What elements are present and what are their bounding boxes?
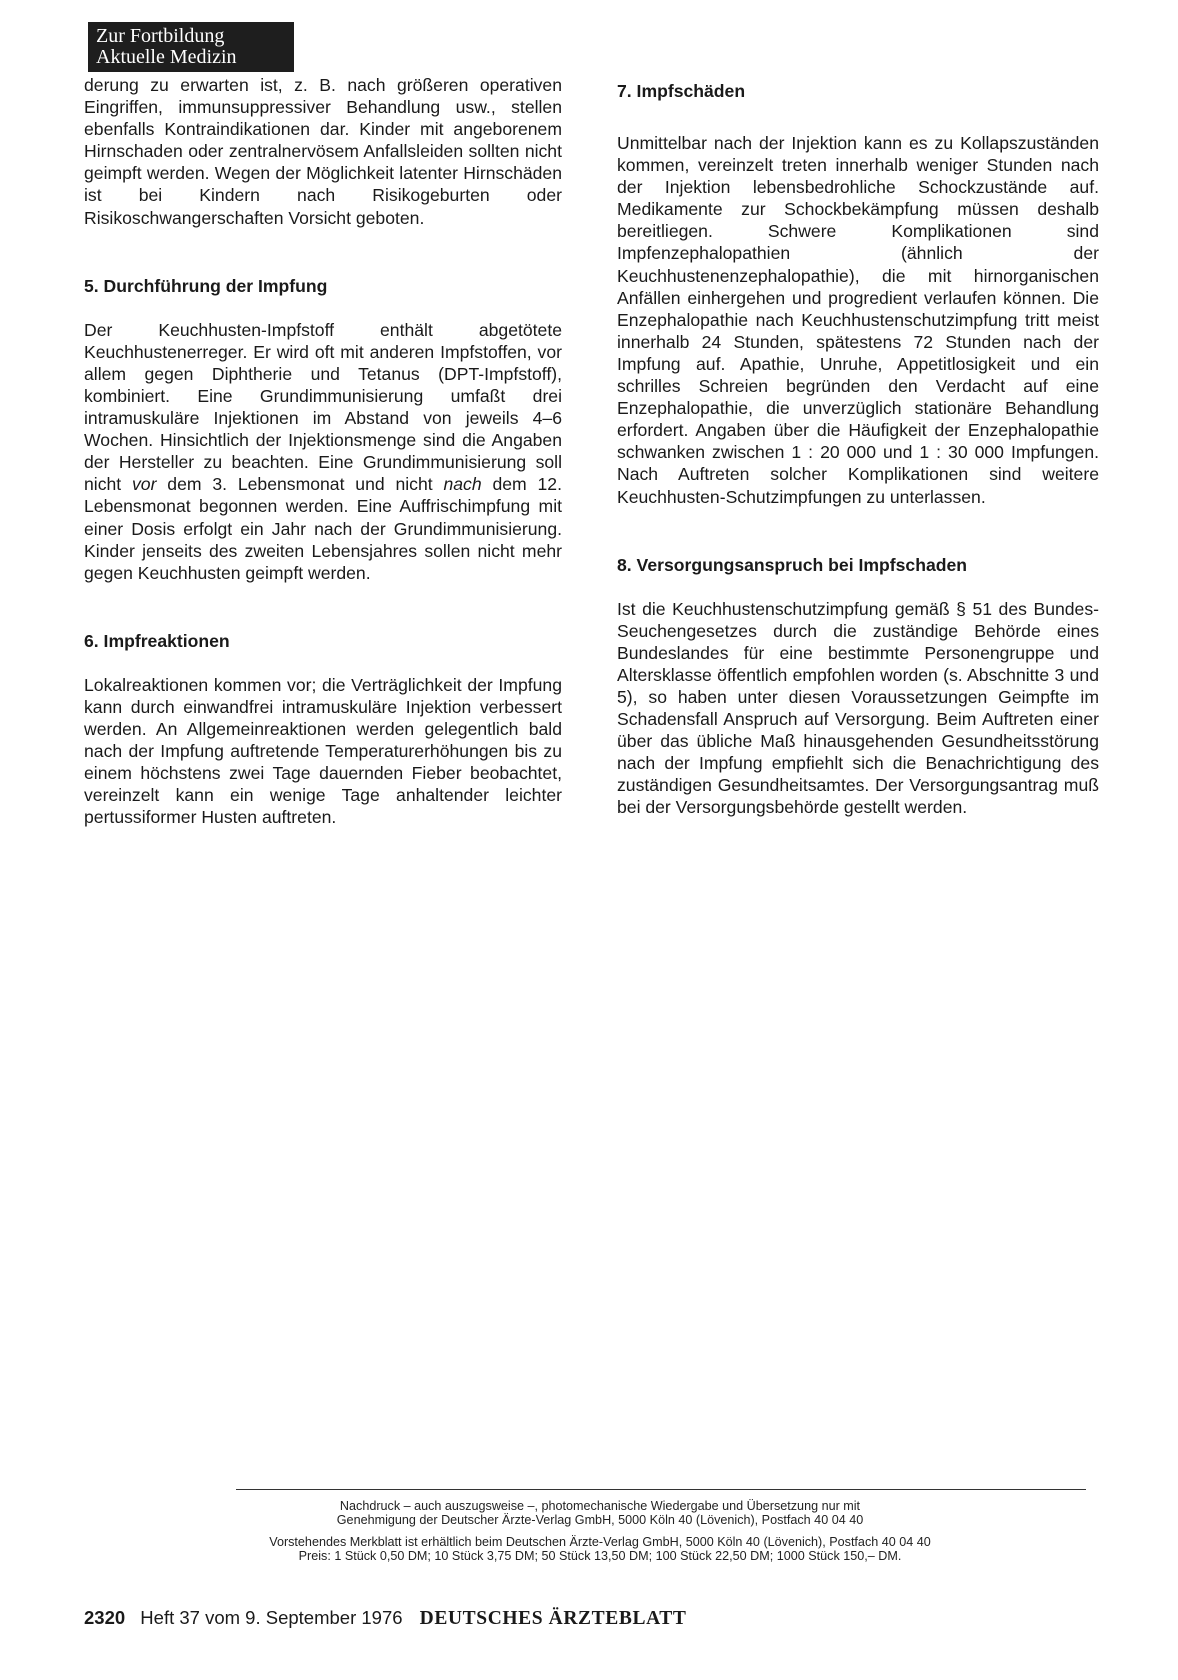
section-5-text-a: Der Keuchhusten-Impfstoff enthält abgetötete Keuchhustenerreger. Er wird oft mit anderen Impfstoffen, vor allem gegen Diphtherie und Tetanus (DPT-Impfstoff), kombiniert. Eine Grundimmunisierung umfaßt drei intramuskuläre Injektionen im Abstand von jeweils 4–6 Wochen. Hinsichtlich der Injektionsmenge sind die Angaben der Hersteller zu beachten. Eine Grundimmunisierung soll nicht — [84, 319, 562, 495]
issue-info: Heft 37 vom 9. September 1976 — [140, 1607, 403, 1628]
left-column — [84, 74, 562, 828]
section-8-heading: 8. Versorgungsanspruch bei Impfschaden — [617, 554, 968, 575]
reprint-notice — [150, 1499, 1050, 1571]
order-notice-line1: Vorstehendes Merkblatt ist erhältlich beim Deutschen Ärzte-Verlag GmbH, 5000 Köln 40 (Lövenich), Postfach 40 04 40 — [269, 1535, 931, 1549]
reprint-notice-line2: Genehmigung der Deutscher Ärzte-Verlag GmbH, 5000 Köln 40 (Lövenich), Postfach 40 04 40 — [336, 1513, 864, 1527]
intro-paragraph: derung zu erwarten ist, z. B. nach größeren operativen Eingriffen, immunsuppressiver Behandlung usw., stellen ebenfalls Kontraindikationen dar. Kinder mit angeborenem Hirnschaden oder zentralnervösem Anfallsleiden sollten nicht geimpft werden. Wegen der Möglichkeit latenter Hirnschäden ist bei Kindern nach Risikogeburten oder Risikoschwangerschaften Vorsicht geboten. — [84, 75, 562, 228]
reprint-notice-line1: Nachdruck – auch auszugsweise –, photomechanische Wiedergabe und Übersetzung nur mit — [339, 1499, 861, 1513]
section-5-paragraph — [84, 319, 562, 584]
section-5-emphasis-vor: vor — [132, 474, 157, 495]
section-7-paragraph: Unmittelbar nach der Injektion kann es zu Kollapszuständen kommen, vereinzelt treten innerhalb weniger Stunden nach der Injektion lebensbedrohliche Schockzustände auf. Medikamente zur Schockbekämpfung müssen deshalb bereitliegen. Schwere Komplikationen sind Impfenzephalopathien (ähnlich der Keuchhustenenzephalopathie), die mit hirnorganischen Anfällen einhergehen und progredient verlaufen können. Die Enzephalopathie nach Keuchhustenschutzimpfung tritt meist innerhalb 24 Stunden, spätestens 72 Stunden nach der Impfung auf. Apathie, Unruhe, Appetitlosigkeit und ein schrilles Schreien begründen den Verdacht auf eine Enzephalopathie, die unverzüglich stationäre Behandlung erfordert. Angaben über die Häufigkeit der Enzephalopathie schwanken zwischen 1 : 20 000 und 1 : 30 000 Impfungen. Nach Auftreten solcher Komplikationen sind weitere Keuchhusten-Schutzimpfungen zu unterlassen. — [617, 133, 1099, 507]
section-5-emphasis-nach: nach — [443, 474, 482, 495]
page-footer — [84, 1607, 687, 1630]
section-8-paragraph: Ist die Keuchhustenschutzimpfung gemäß § 51 des Bundes-Seuchengesetzes durch die zuständige Behörde eines Bundeslandes für eine bestimmte Personengruppe und Altersklasse öffentlich empfohlen worden (s. Abschnitte 3 und 5), so haben unter diesen Voraussetzungen Geimpfte im Schadensfall Anspruch auf Versorgung. Beim Auftreten einer über das übliche Maß hinausgehenden Gesundheitsstörung nach der Impfung empfiehlt sich die Benachrichtigung des zuständigen Gesundheitsamtes. Der Versorgungsantrag muß bei der Versorgungsbehörde gestellt werden. — [617, 598, 1099, 818]
section-badge-line1: Zur Fortbildung — [96, 25, 225, 47]
section-6-paragraph: Lokalreaktionen kommen vor; die Verträglichkeit der Impfung kann durch einwandfrei intramuskuläre Injektion verbessert werden. An Allgemeinreaktionen werden gelegentlich bald nach der Impfung auftretende Temperaturerhöhungen bis zu einem höchstens zwei Tage dauernden Fieber beobachtet, vereinzelt kann ein wenige Tage anhaltender leichter pertussiformer Husten auftreten. — [84, 674, 562, 828]
order-notice-block — [150, 1535, 1050, 1563]
section-6-heading: 6. Impfreaktionen — [84, 630, 230, 651]
section-5-heading: 5. Durchführung der Impfung — [84, 275, 328, 296]
page-number: 2320 — [84, 1607, 126, 1628]
section-7-heading: 7. Impfschäden — [617, 81, 746, 101]
section-5-text-b: dem 3. Lebensmonat und nicht — [156, 474, 444, 495]
right-column — [617, 80, 1099, 819]
reprint-notice-block — [150, 1499, 1050, 1527]
footer-divider — [236, 1489, 1086, 1490]
order-notice-line2: Preis: 1 Stück 0,50 DM; 10 Stück 3,75 DM; 50 Stück 13,50 DM; 100 Stück 22,50 DM; 1000 Stück 150,– DM. — [298, 1549, 902, 1563]
section-badge — [88, 22, 294, 72]
section-badge-line2: Aktuelle Medizin — [96, 46, 237, 68]
magazine-title: DEUTSCHES ÄRZTEBLATT — [419, 1608, 687, 1629]
section-5-text-c: dem 12. Lebensmonat begonnen werden. Eine Auffrischimpfung mit einer Dosis erfolgt ein Jahr nach der Grundimmunisierung. Kinder jenseits des zweiten Lebensjahres sollen nicht mehr gegen Keuchhusten geimpft werden. — [84, 474, 562, 583]
